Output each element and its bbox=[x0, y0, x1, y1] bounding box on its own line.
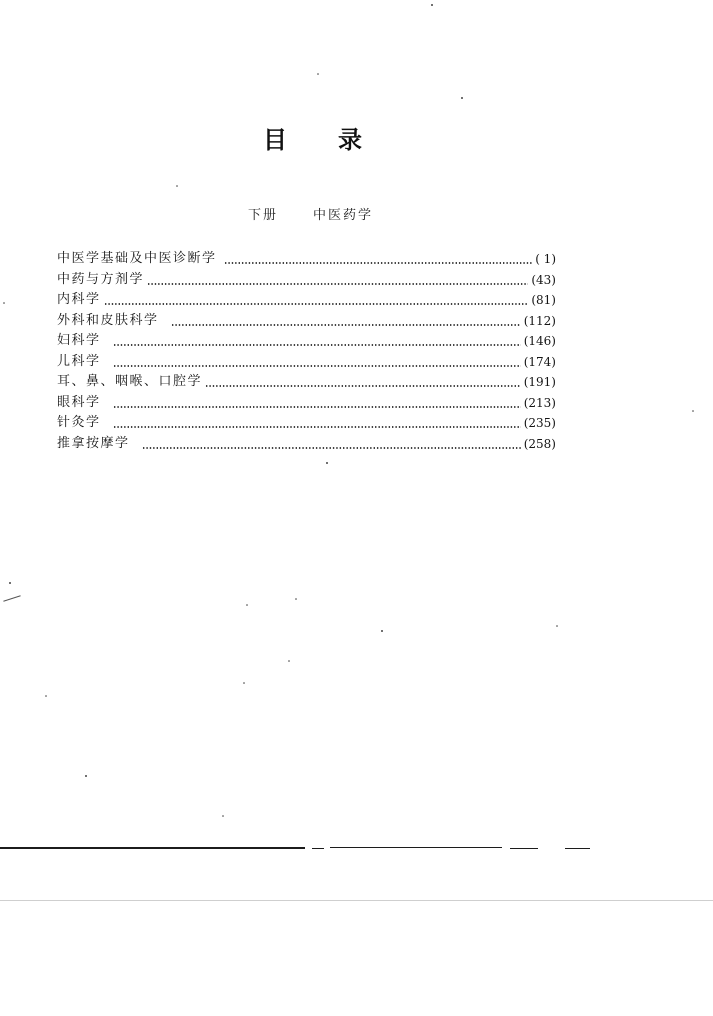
scan-rule bbox=[565, 848, 590, 849]
section-title: 中医药学 bbox=[313, 208, 374, 223]
toc-entry bbox=[57, 331, 556, 352]
toc-entry bbox=[57, 290, 556, 311]
scan-speck bbox=[45, 695, 47, 697]
toc-entry bbox=[57, 352, 556, 373]
toc-entry-title: 中药与方剂学 bbox=[57, 271, 145, 287]
dot-leader bbox=[205, 385, 521, 387]
volume-label: 下册 bbox=[248, 208, 279, 223]
scan-speck bbox=[295, 598, 297, 600]
scan-rule bbox=[510, 848, 538, 849]
toc-entry bbox=[57, 372, 556, 393]
toc-entry-page: (174) bbox=[523, 354, 556, 369]
toc-entry-page: (191) bbox=[523, 375, 556, 390]
scan-speck bbox=[85, 775, 87, 777]
toc-entry bbox=[57, 434, 556, 455]
toc-entry-title: 儿科学 bbox=[57, 353, 101, 369]
scan-rule bbox=[312, 848, 324, 849]
toc-entry-title: 妇科学 bbox=[57, 333, 101, 349]
table-of-contents bbox=[57, 249, 556, 454]
toc-entry-page: (43) bbox=[531, 272, 556, 287]
toc-entry-page: (213) bbox=[523, 395, 556, 410]
dot-leader bbox=[104, 303, 529, 305]
toc-entry bbox=[57, 413, 556, 434]
scan-rule bbox=[330, 847, 502, 848]
toc-entry bbox=[57, 393, 556, 414]
toc-entry-title: 外科和皮肤科学 bbox=[57, 312, 159, 328]
scan-rule bbox=[0, 900, 713, 901]
toc-entry-title: 内科学 bbox=[57, 292, 101, 308]
scan-speck bbox=[431, 4, 433, 6]
scan-scratch bbox=[3, 595, 20, 602]
toc-entry-page: (112) bbox=[523, 313, 556, 328]
scan-speck bbox=[381, 630, 383, 632]
dot-leader bbox=[171, 324, 521, 326]
toc-entry-page: (81) bbox=[531, 293, 556, 308]
scan-speck bbox=[288, 660, 290, 662]
scan-speck bbox=[3, 302, 5, 304]
dot-leader bbox=[147, 283, 528, 285]
scan-speck bbox=[9, 582, 11, 584]
scan-speck bbox=[692, 410, 694, 412]
scan-speck bbox=[243, 682, 245, 684]
scan-speck bbox=[222, 815, 224, 817]
dot-leader bbox=[113, 365, 521, 367]
scan-speck bbox=[556, 625, 558, 627]
dot-leader bbox=[113, 426, 521, 428]
page-title-char: 目 bbox=[263, 126, 287, 154]
toc-entry-title: 眼科学 bbox=[57, 394, 101, 410]
toc-entry bbox=[57, 270, 556, 291]
dot-leader bbox=[113, 344, 521, 346]
toc-entry-title: 中医学基础及中医诊断学 bbox=[57, 251, 217, 267]
scan-speck bbox=[317, 73, 319, 75]
scan-speck bbox=[461, 97, 463, 99]
toc-entry-page: (235) bbox=[523, 416, 556, 431]
toc-entry-title: 针灸学 bbox=[57, 415, 101, 431]
toc-entry-title: 推拿按摩学 bbox=[57, 435, 130, 451]
toc-entry bbox=[57, 311, 556, 332]
scan-rule bbox=[0, 847, 305, 849]
toc-entry-title: 耳、鼻、咽喉、口腔学 bbox=[57, 374, 203, 390]
dot-leader bbox=[142, 447, 521, 449]
toc-entry bbox=[57, 249, 556, 270]
page-title-char: 录 bbox=[338, 126, 362, 154]
dot-leader bbox=[224, 262, 533, 264]
toc-entry-page: (258) bbox=[523, 436, 556, 451]
dot-leader bbox=[113, 406, 521, 408]
scan-speck bbox=[246, 604, 248, 606]
scan-speck bbox=[326, 462, 328, 464]
toc-entry-page: ( 1) bbox=[535, 252, 556, 267]
scan-speck bbox=[176, 185, 178, 187]
toc-entry-page: (146) bbox=[523, 334, 556, 349]
